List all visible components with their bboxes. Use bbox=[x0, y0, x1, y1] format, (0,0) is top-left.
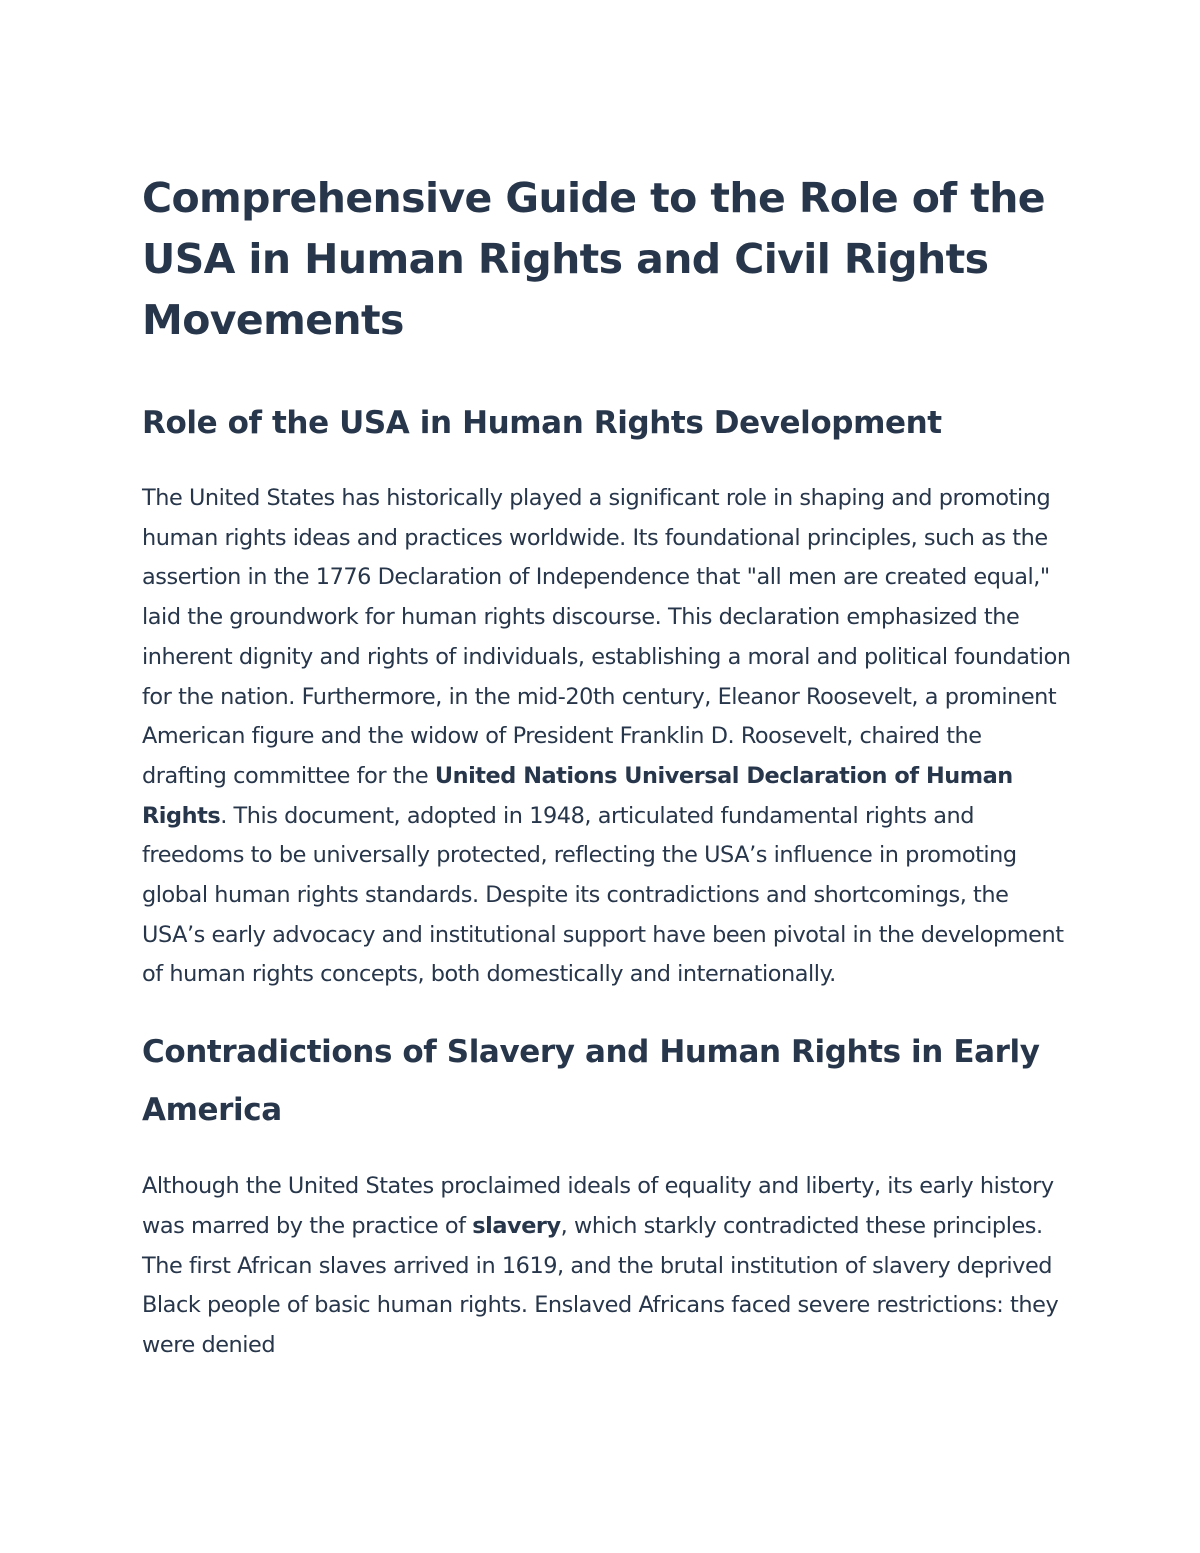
paragraph-bold-text: slavery bbox=[472, 1212, 561, 1239]
section-heading-contradictions-of-slavery: Contradictions of Slavery and Human Rights in Early America bbox=[142, 1034, 1040, 1129]
paragraph-text: . This document, adopted in 1948, articulated fundamental rights and freedoms to be universally protected, reflecting the USA’s influence in promoting global human rights standards. Despite its contradictions and shortcomings, the USA’s early advocacy and institutional support have been pivotal in the development of human rights concepts, both domestically and internationally. bbox=[142, 802, 1064, 988]
paragraph-text: , which starkly contradicted these principles. The first African slaves arrived in 1619, and the brutal institution of slavery deprived Black people of basic human rights. Enslaved Africans faced severe restrictions: they were denied bbox=[142, 1212, 1059, 1358]
section-paragraph-contradictions-of-slavery bbox=[142, 1167, 1072, 1366]
paragraph-text: The United States has historically played a significant role in shaping and promoting human rights ideas and practices worldwide. Its foundational principles, such as the assertion in the 1776 Declaration of Independence that "all men are created equal," laid the groundwork for human rights discourse. This declaration emphasized the inherent dignity and rights of individuals, establishing a moral and political foundation for the nation. Furthermore, in the mid-20th century, Eleanor Roosevelt, a prominent American figure and the widow of President Franklin D. Roosevelt, chaired the drafting committee for the bbox=[142, 485, 1071, 789]
paragraph-bold-text: United Nations Universal Declaration of Human Rights bbox=[142, 762, 1013, 829]
document-title: Comprehensive Guide to the Role of the USA in Human Rights and Civil Rights Movements bbox=[142, 174, 1045, 344]
paragraph-text: Although the United States proclaimed ideals of equality and liberty, its early history was marred by the practice of bbox=[142, 1173, 1054, 1239]
section-paragraph-role-of-usa bbox=[142, 479, 1072, 995]
document-page bbox=[142, 168, 1072, 1366]
section-heading-role-of-usa: Role of the USA in Human Rights Development bbox=[142, 405, 942, 441]
